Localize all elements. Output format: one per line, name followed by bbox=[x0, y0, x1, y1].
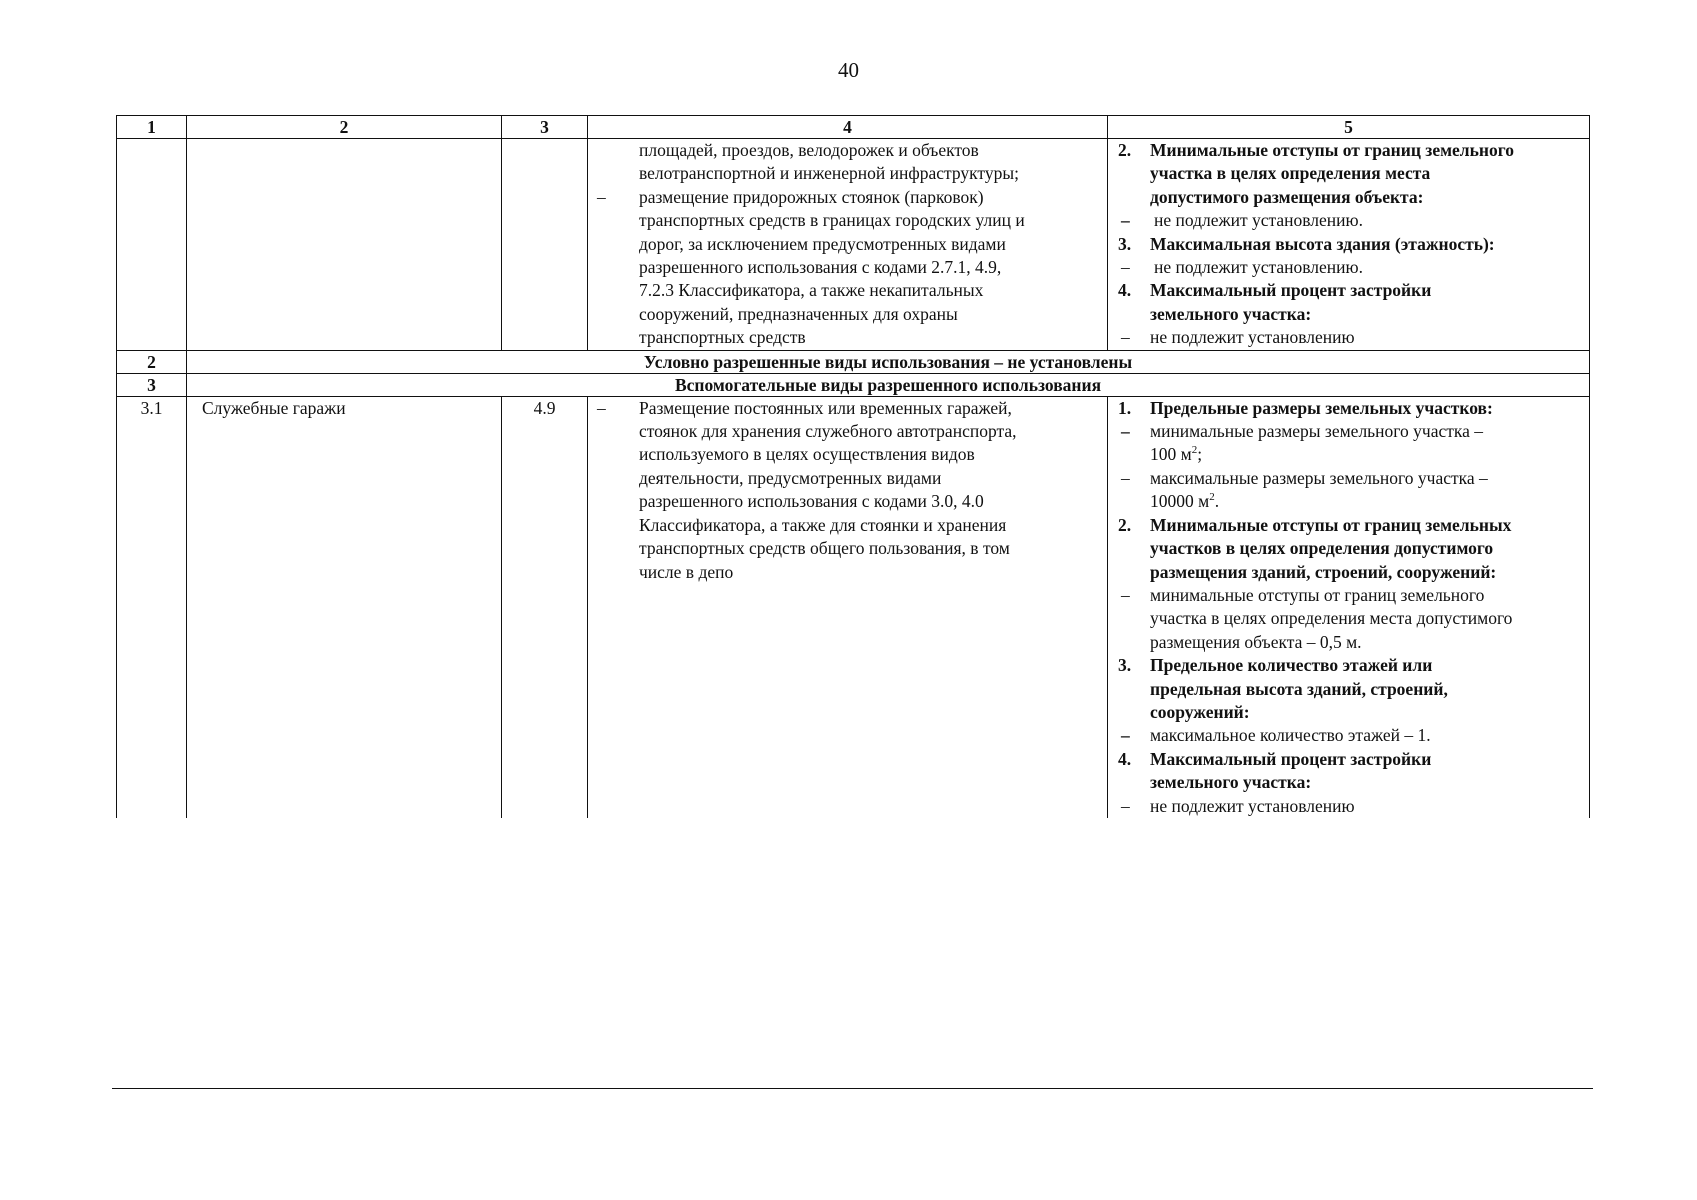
param-title-line: Минимальные отступы от границ земельного bbox=[1150, 140, 1514, 160]
param-item-text: не подлежит установлению. bbox=[1154, 210, 1363, 231]
param-item bbox=[1118, 467, 1583, 514]
param-heading bbox=[1118, 654, 1583, 724]
description-line: дорог, за исключением предусмотренных видами bbox=[639, 233, 1006, 254]
dash-bullet: – bbox=[1121, 421, 1130, 442]
punctuation: . bbox=[1214, 491, 1220, 512]
param-number: 4. bbox=[1118, 748, 1132, 769]
row-number: 3.1 bbox=[117, 396, 187, 818]
description-line: разрешенного использования с кодами 2.7.1, 4.9, bbox=[639, 257, 1002, 278]
param-title-line: земельного участка: bbox=[1150, 772, 1312, 793]
param-item-text: не подлежит установлению bbox=[1150, 795, 1355, 816]
param-number: 3. bbox=[1118, 655, 1132, 676]
description-line: деятельности, предусмотренных видами bbox=[639, 467, 942, 488]
description-line: числе в депо bbox=[639, 561, 734, 582]
param-item-text: максимальное количество этажей – 1. bbox=[1150, 725, 1431, 746]
dash-bullet: – bbox=[1121, 210, 1130, 231]
param-item bbox=[1118, 795, 1583, 818]
description-list-item bbox=[594, 397, 1101, 584]
param-title-line: Минимальные отступы от границ земельных bbox=[1150, 514, 1512, 535]
param-item bbox=[1118, 256, 1583, 279]
description-line: сооружений, предназначенных для охраны bbox=[639, 303, 958, 324]
dash-bullet: – bbox=[1121, 467, 1130, 488]
param-title-line: Предельные размеры земельных участков: bbox=[1150, 397, 1493, 418]
param-item bbox=[1118, 584, 1583, 654]
table-row-3-1 bbox=[117, 396, 1590, 818]
param-item bbox=[1118, 420, 1583, 467]
param-title-line: Максимальный процент застройки bbox=[1150, 748, 1432, 769]
param-item-text: максимальные размеры земельного участка – bbox=[1150, 467, 1488, 488]
param-number: 2. bbox=[1118, 514, 1132, 535]
param-title-line: Максимальная высота здания (этажность): bbox=[1150, 233, 1495, 254]
param-title-line: земельного участка: bbox=[1150, 303, 1312, 324]
section-title: Условно разрешенные виды использования – не установлены bbox=[187, 350, 1590, 373]
param-heading bbox=[1118, 139, 1583, 209]
param-item-text: участка в целях определения места допустимого bbox=[1150, 608, 1513, 629]
param-item bbox=[1118, 209, 1583, 232]
section-row-conditional bbox=[117, 350, 1590, 373]
param-title-line: допустимого размещения объекта: bbox=[1150, 186, 1424, 207]
section-row-auxiliary bbox=[117, 373, 1590, 396]
dash-bullet: – bbox=[1121, 257, 1130, 278]
param-title-line: участка в целях определения места bbox=[1150, 163, 1431, 184]
continuation-params-cell bbox=[1108, 139, 1590, 351]
section-number: 2 bbox=[117, 350, 187, 373]
dash-bullet: – bbox=[1121, 725, 1130, 746]
param-number: 2. bbox=[1118, 140, 1132, 160]
description-line: разрешенного использования с кодами 3.0, 4.0 bbox=[639, 491, 984, 512]
description-line: стоянок для хранения служебного автотранспорта, bbox=[639, 421, 1017, 442]
column-header-3: 3 bbox=[502, 116, 588, 139]
classifier-code: 4.9 bbox=[502, 396, 588, 818]
param-item-text: минимальные размеры земельного участка – bbox=[1150, 421, 1484, 442]
continuation-description-cell bbox=[588, 139, 1108, 351]
param-title-line: размещения зданий, строений, сооружений: bbox=[1150, 561, 1497, 582]
param-title-line: участков в целях определения допустимого bbox=[1150, 538, 1494, 559]
param-title-line: Предельное количество этажей или bbox=[1150, 655, 1433, 676]
dash-bullet: – bbox=[1121, 327, 1130, 348]
superscript: 2 bbox=[1209, 491, 1215, 504]
param-heading bbox=[1118, 279, 1583, 326]
param-heading bbox=[1118, 233, 1583, 256]
param-item-text: 10000 м bbox=[1150, 491, 1210, 512]
column-header-1: 1 bbox=[117, 116, 187, 139]
column-header-5: 5 bbox=[1108, 116, 1590, 139]
param-item bbox=[1118, 326, 1583, 349]
dash-bullet: – bbox=[1121, 584, 1130, 605]
continuation-code-cell bbox=[502, 139, 588, 351]
param-item-text: не подлежит установлению. bbox=[1154, 257, 1363, 278]
description-list-item bbox=[594, 186, 1101, 350]
param-number: 1. bbox=[1118, 397, 1132, 418]
column-header-4: 4 bbox=[588, 116, 1108, 139]
dash-bullet: – bbox=[597, 397, 606, 418]
punctuation: ; bbox=[1197, 444, 1203, 465]
param-heading bbox=[1118, 397, 1583, 420]
description-line: Размещение постоянных или временных гаражей, bbox=[639, 397, 1012, 418]
param-heading bbox=[1118, 514, 1583, 584]
page-number: 40 bbox=[838, 58, 859, 82]
description-line: 7.2.3 Классификатора, а также некапитальных bbox=[639, 280, 984, 301]
description-line: площадей, проездов, велодорожек и объектов bbox=[639, 140, 979, 160]
use-type-name: Служебные гаражи bbox=[187, 396, 502, 818]
parameters-cell bbox=[1108, 396, 1590, 818]
section-number: 3 bbox=[117, 373, 187, 396]
param-item-text: 100 м bbox=[1150, 444, 1192, 465]
param-heading bbox=[1118, 748, 1583, 795]
column-header-row bbox=[117, 116, 1590, 139]
footer-divider bbox=[112, 1088, 1593, 1089]
param-item bbox=[1118, 724, 1583, 747]
continuation-row bbox=[117, 139, 1590, 351]
description-line: размещение придорожных стоянок (парковок) bbox=[639, 186, 984, 207]
param-title-line: предельная высота зданий, строений, bbox=[1150, 678, 1448, 699]
param-number: 4. bbox=[1118, 280, 1132, 301]
param-title-line: Максимальный процент застройки bbox=[1150, 280, 1432, 301]
param-number: 3. bbox=[1118, 233, 1132, 254]
param-item-text: размещения объекта – 0,5 м. bbox=[1150, 631, 1362, 652]
description-line: транспортных средств общего пользования, в том bbox=[639, 538, 1010, 559]
use-description-cell bbox=[588, 396, 1108, 818]
section-title: Вспомогательные виды разрешенного использования bbox=[187, 373, 1590, 396]
param-item-text: минимальные отступы от границ земельного bbox=[1150, 584, 1485, 605]
superscript: 2 bbox=[1191, 444, 1198, 457]
dash-bullet: – bbox=[597, 186, 606, 207]
column-header-2: 2 bbox=[187, 116, 502, 139]
description-line: транспортных средств в границах городских улиц и bbox=[639, 210, 1025, 231]
description-line: транспортных средств bbox=[639, 327, 806, 348]
continuation-name-cell bbox=[187, 139, 502, 351]
continuation-number-cell bbox=[117, 139, 187, 351]
param-title-line: сооружений: bbox=[1150, 701, 1250, 722]
description-line: используемого в целях осуществления видов bbox=[639, 444, 975, 465]
permitted-use-table bbox=[116, 115, 1590, 818]
description-line: Классификатора, а также для стоянки и хранения bbox=[639, 514, 1007, 535]
description-line: велотранспортной и инженерной инфраструктуры; bbox=[639, 163, 1019, 184]
param-item-text: не подлежит установлению bbox=[1150, 327, 1355, 348]
dash-bullet: – bbox=[1121, 795, 1130, 816]
